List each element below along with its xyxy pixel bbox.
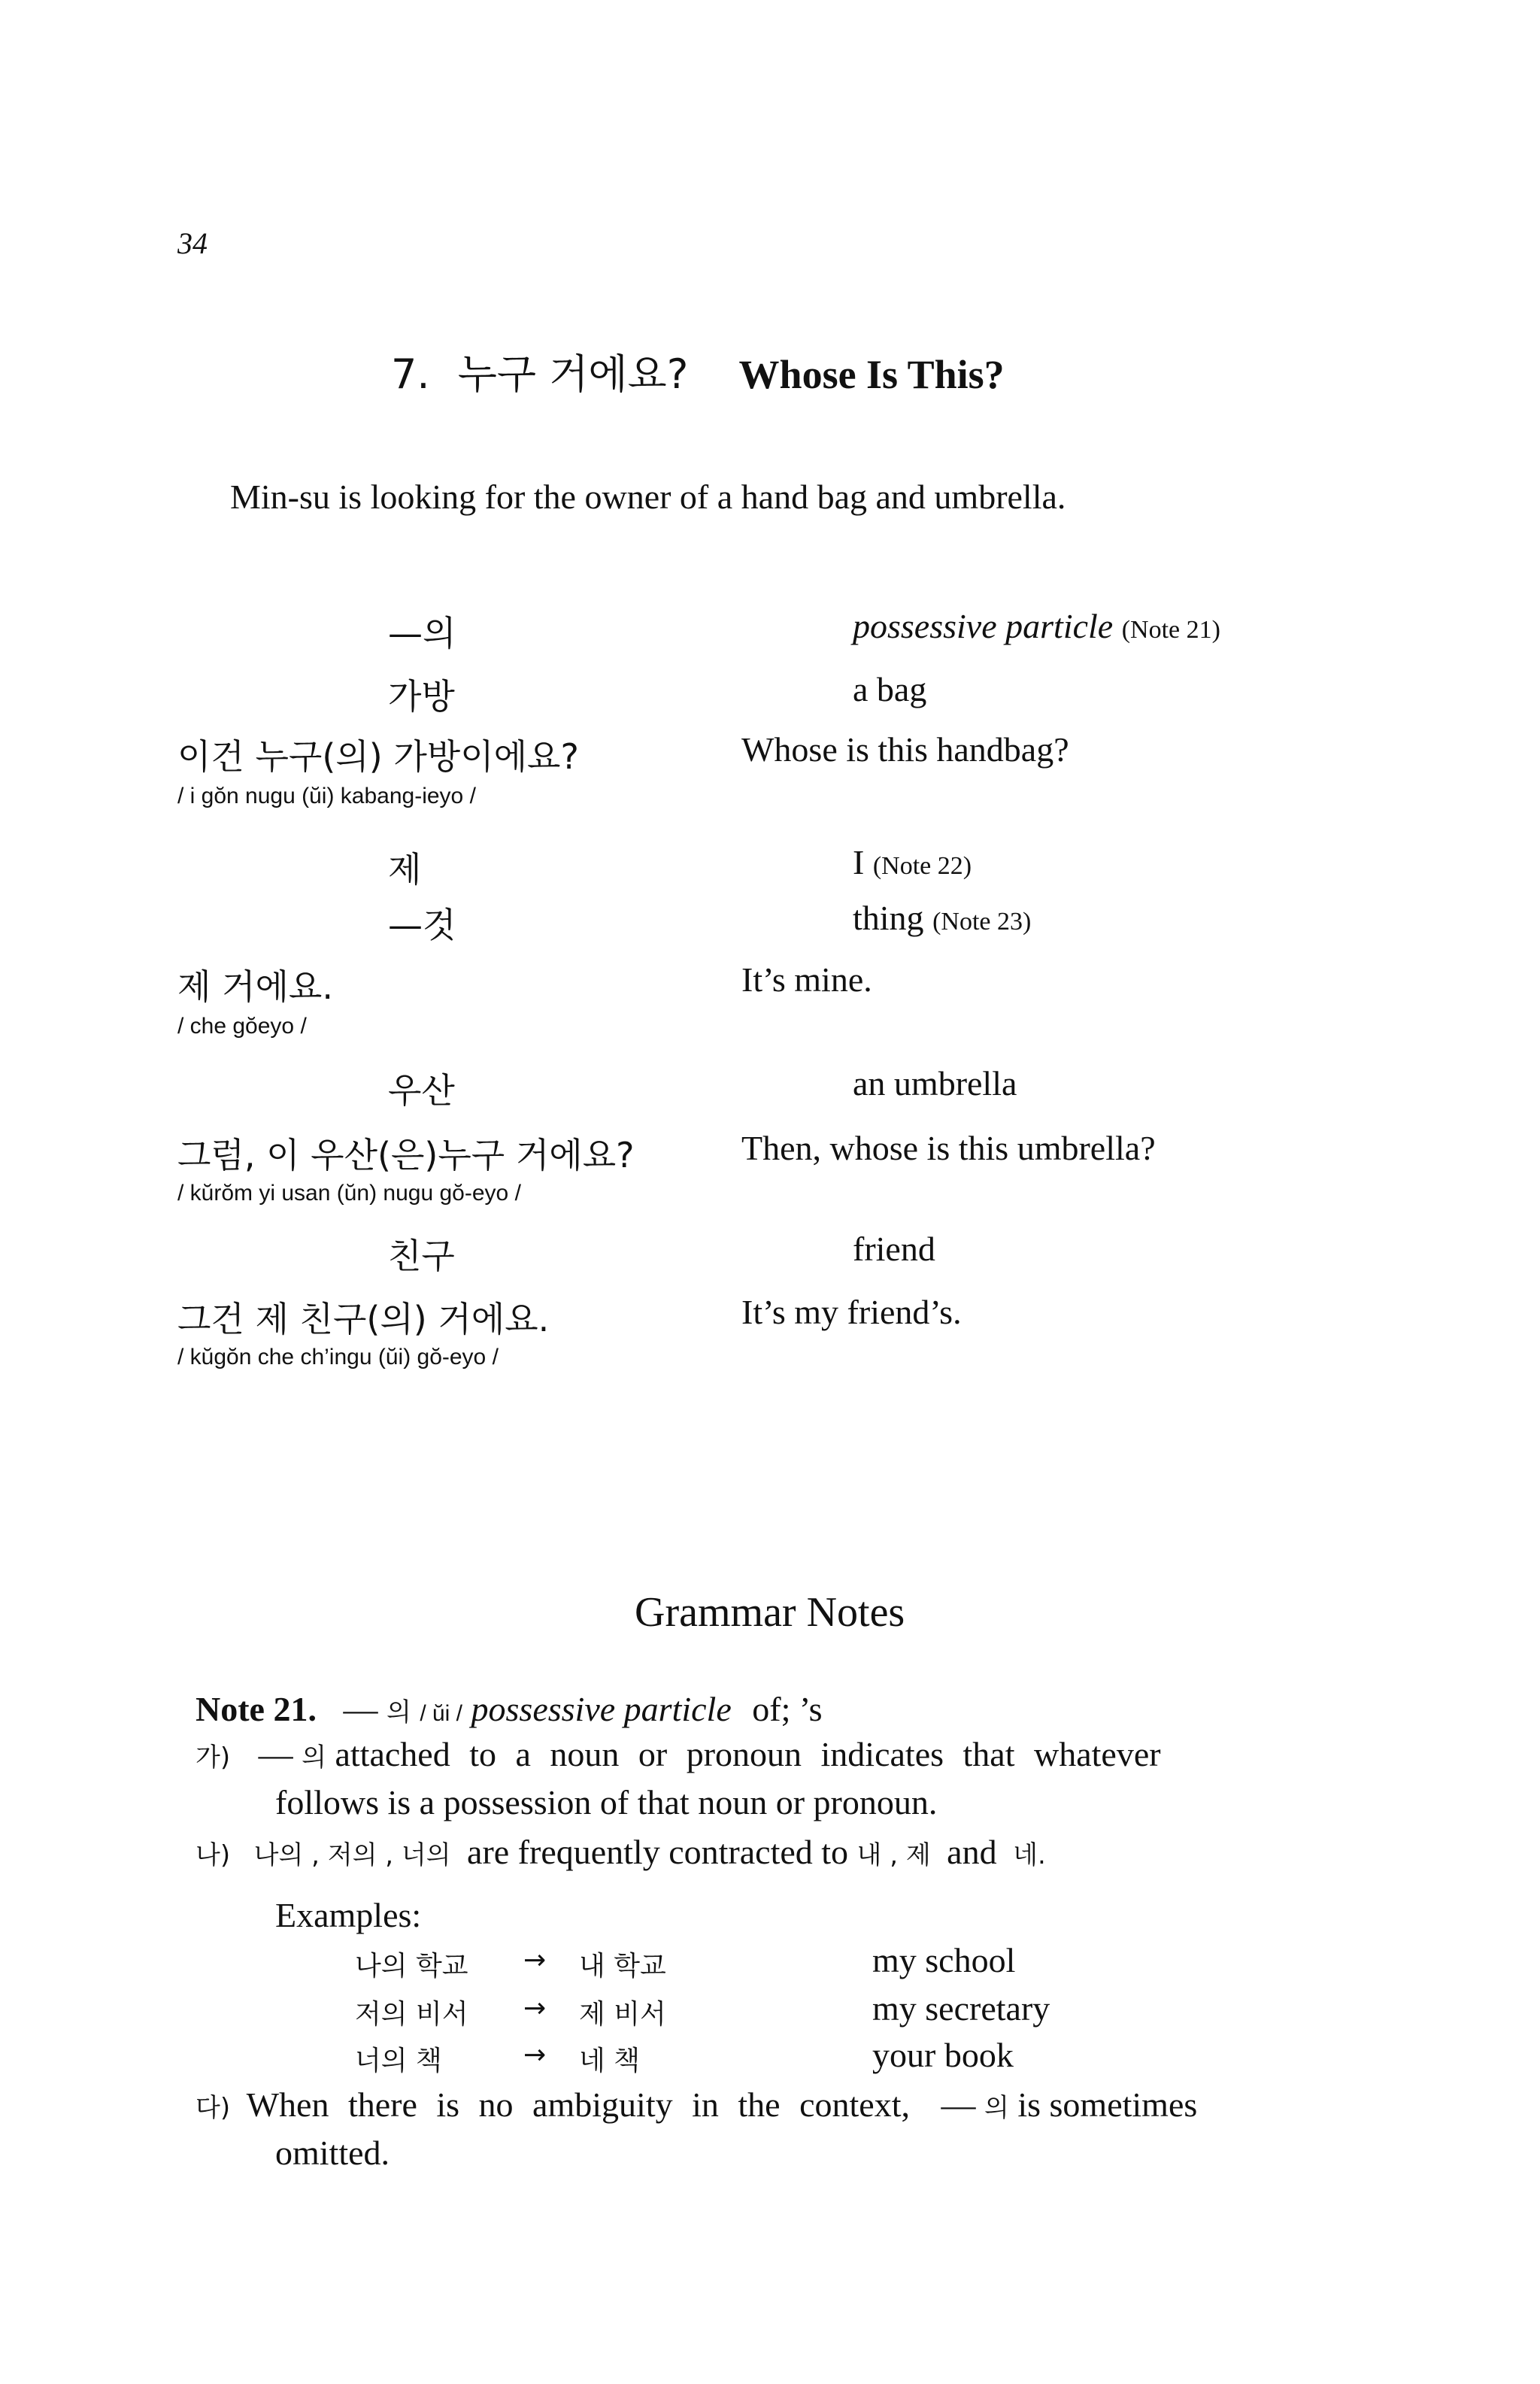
vocab-korean: —것 [388, 905, 456, 945]
dialogue-korean: 제 거에요. [177, 966, 333, 1007]
vocab-korean: 친구 [388, 1236, 455, 1276]
lesson-title [391, 342, 1005, 400]
lesson-korean-title: 누구 거에요? [457, 350, 689, 398]
note-item-da: 다) When there is no ambiguity in the context, — 의 is sometimes [196, 2085, 1198, 2124]
vocab-english: I (Note 22) [853, 843, 972, 881]
romanization: / kŭrŏm yi usan (ŭn) nugu gŏ-eyo / [177, 1181, 521, 1206]
example-full: 저의 비서 [355, 1999, 468, 2030]
example-full: 나의 학교 [355, 1951, 468, 1982]
romanization: / che gŏeyo / [177, 1014, 307, 1039]
vocab-english: thing (Note 23) [853, 899, 1032, 937]
example-english: my secretary [872, 1989, 1050, 2028]
vocab-korean: 제 [388, 849, 422, 890]
vocab-korean: —의 [388, 613, 456, 654]
item-marker: 가) [196, 1743, 231, 1773]
example-short: 내 학교 [579, 1951, 666, 1982]
item-marker: 나) [196, 1840, 231, 1870]
dialogue-korean: 이건 누구(의) 가방이에요? [177, 736, 579, 777]
note-item-da-cont: omitted. [275, 2134, 390, 2172]
example-short: 제 비서 [579, 1999, 666, 2030]
lesson-number: 7. [391, 350, 430, 398]
example-full: 너의 책 [355, 2046, 442, 2076]
grammar-heading: Grammar Notes [635, 1589, 905, 1636]
example-english: my school [872, 1941, 1016, 1979]
vocab-korean: 우산 [388, 1070, 455, 1111]
note21-header: Note 21. — 의 / ŭi / possessive particle of; ’s [196, 1690, 823, 1728]
vocab-korean: 가방 [388, 676, 455, 717]
romanization: / kŭgŏn che ch’ingu (ŭi) gŏ-eyo / [177, 1345, 499, 1369]
dialogue-korean: 그건 제 친구(의) 거에요. [177, 1299, 550, 1339]
arrow-icon: → [523, 2040, 547, 2070]
note-item-ga-cont: follows is a possession of that noun or pronoun. [275, 1783, 938, 1821]
vocab-english: a bag [853, 670, 927, 708]
dialogue-english: It’s mine. [741, 960, 872, 999]
dialogue-english: It’s my friend’s. [741, 1293, 962, 1331]
dialogue-korean: 그럼, 이 우산(은)누구 거에요? [177, 1135, 635, 1175]
romanization: / i gŏn nugu (ŭi) kabang-ieyo / [177, 784, 476, 808]
arrow-icon: → [523, 1993, 547, 2024]
note-item-ga: 가) — 의 attached to a noun or pronoun indicates that whatever [196, 1735, 1161, 1773]
dialogue-english: Whose is this handbag? [741, 730, 1069, 769]
example-english: your book [872, 2036, 1014, 2074]
vocab-english: an umbrella [853, 1064, 1017, 1103]
dialogue-english: Then, whose is this umbrella? [741, 1129, 1156, 1167]
item-marker: 다) [196, 2093, 231, 2123]
vocab-english: friend [853, 1230, 935, 1268]
note-item-na: 나) 나의 , 저의 , 너의 are frequently contracted to 내 , 제 and 네. [196, 1833, 1046, 1871]
intro-text: Min-su is looking for the owner of a hand bag and umbrella. [230, 478, 1066, 516]
note-label: Note 21. [196, 1690, 317, 1728]
vocab-english: possessive particle (Note 21) [853, 607, 1220, 645]
example-short: 네 책 [579, 2046, 640, 2076]
examples-label: Examples: [275, 1896, 422, 1934]
page-number: 34 [177, 226, 208, 260]
arrow-icon: → [523, 1945, 547, 1976]
lesson-english-title: Whose Is This? [738, 352, 1005, 397]
